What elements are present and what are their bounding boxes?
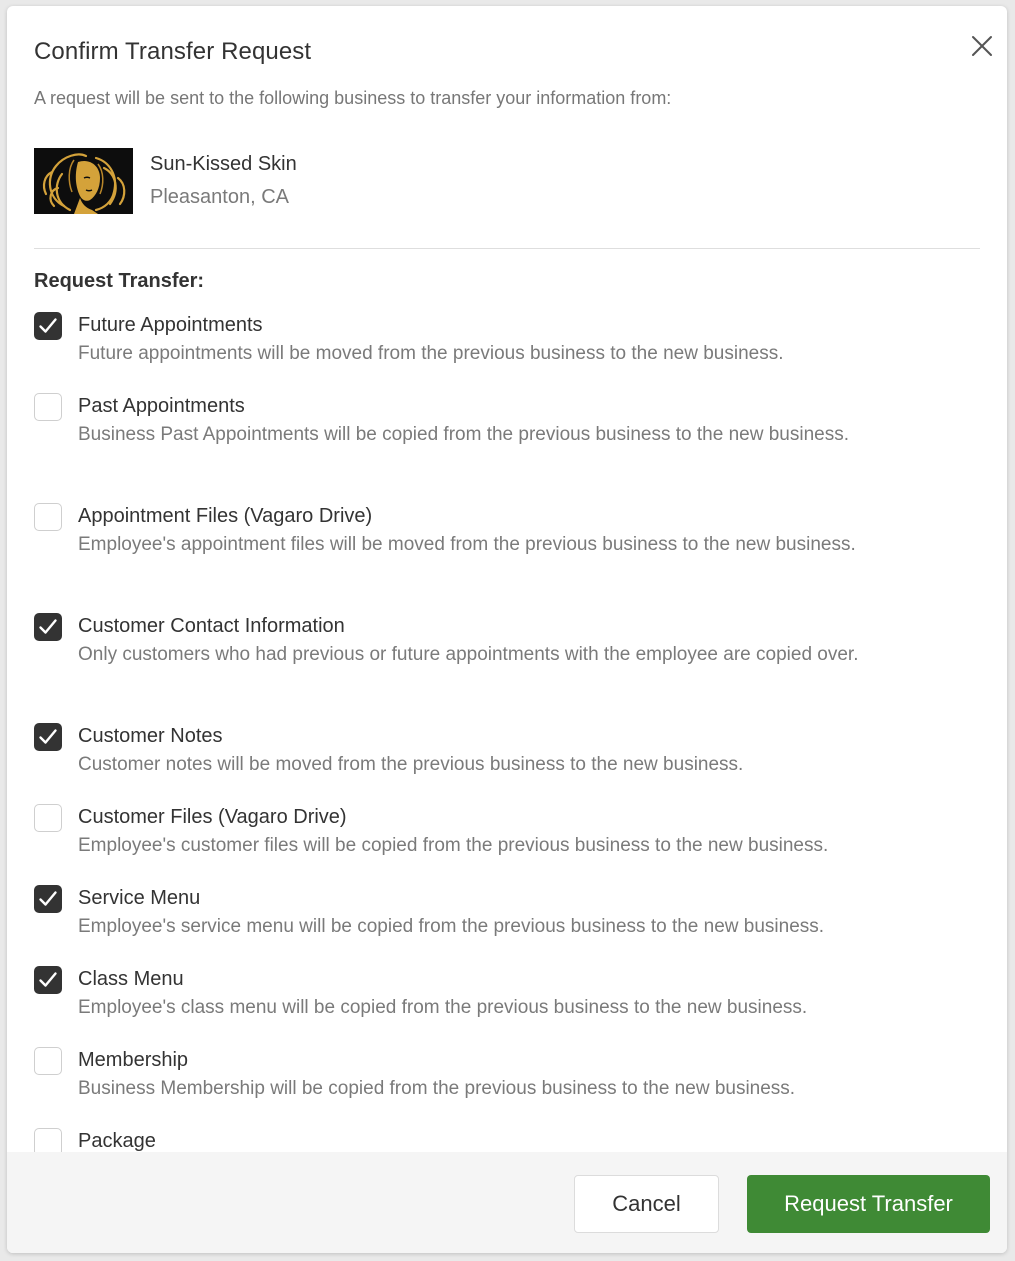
option-description: Only customers who had previous or future appointments with the employee are copied over. (78, 644, 859, 665)
checkbox-customer-notes[interactable] (34, 723, 62, 751)
option-title: Customer Files (Vagaro Drive) (78, 806, 347, 828)
request-transfer-label: Request Transfer: (34, 270, 205, 292)
close-icon (969, 33, 995, 59)
checkbox-membership[interactable] (34, 1047, 62, 1075)
checkbox-customer-contact-information[interactable] (34, 613, 62, 641)
option-title: Package (78, 1130, 156, 1152)
divider (34, 248, 980, 249)
dialog-title: Confirm Transfer Request (34, 38, 312, 65)
option-title: Customer Notes (78, 725, 223, 747)
option-description: Employee's class menu will be copied from the previous business to the new business. (78, 997, 808, 1018)
cancel-button[interactable]: Cancel (574, 1175, 719, 1233)
business-info (150, 148, 297, 209)
checkmark-icon (38, 728, 58, 746)
option-title: Class Menu (78, 968, 184, 990)
checkmark-icon (38, 618, 58, 636)
transfer-options-list[interactable] (34, 310, 974, 1152)
checkmark-icon (38, 317, 58, 335)
business-name: Sun-Kissed Skin (150, 153, 297, 175)
request-transfer-button[interactable]: Request Transfer (747, 1175, 990, 1233)
option-title: Past Appointments (78, 395, 245, 417)
business-logo (34, 148, 133, 214)
option-description: Employee's customer files will be copied from the previous business to the new business. (78, 835, 829, 856)
checkbox-past-appointments[interactable] (34, 393, 62, 421)
checkmark-icon (38, 971, 58, 989)
option-description: Employee's service menu will be copied from the previous business to the new business. (78, 916, 825, 937)
option-description: Business Past Appointments will be copied from the previous business to the new business. (78, 424, 849, 445)
business-card (34, 148, 297, 214)
checkbox-package[interactable] (34, 1128, 62, 1152)
option-title: Appointment Files (Vagaro Drive) (78, 505, 373, 527)
option-title: Membership (78, 1049, 189, 1071)
option-title: Customer Contact Information (78, 615, 345, 637)
business-location: Pleasanton, CA (150, 186, 289, 208)
option-description: Employee's appointment files will be moved from the previous business to the new business. (78, 534, 856, 555)
close-button[interactable] (969, 33, 995, 59)
checkbox-service-menu[interactable] (34, 885, 62, 913)
confirm-transfer-dialog (7, 6, 1007, 1253)
option-description: Customer notes will be moved from the previous business to the new business. (78, 754, 744, 775)
option-title: Future Appointments (78, 314, 263, 336)
checkmark-icon (38, 890, 58, 908)
dialog-footer (7, 1152, 1007, 1253)
dialog-subtitle: A request will be sent to the following business to transfer your information from: (34, 88, 672, 108)
checkbox-class-menu[interactable] (34, 966, 62, 994)
checkbox-appointment-files[interactable] (34, 503, 62, 531)
checkbox-customer-files[interactable] (34, 804, 62, 832)
option-description: Business Membership will be copied from the previous business to the new business. (78, 1078, 796, 1099)
option-description: Future appointments will be moved from the previous business to the new business. (78, 343, 784, 364)
option-title: Service Menu (78, 887, 201, 909)
checkbox-future-appointments[interactable] (34, 312, 62, 340)
